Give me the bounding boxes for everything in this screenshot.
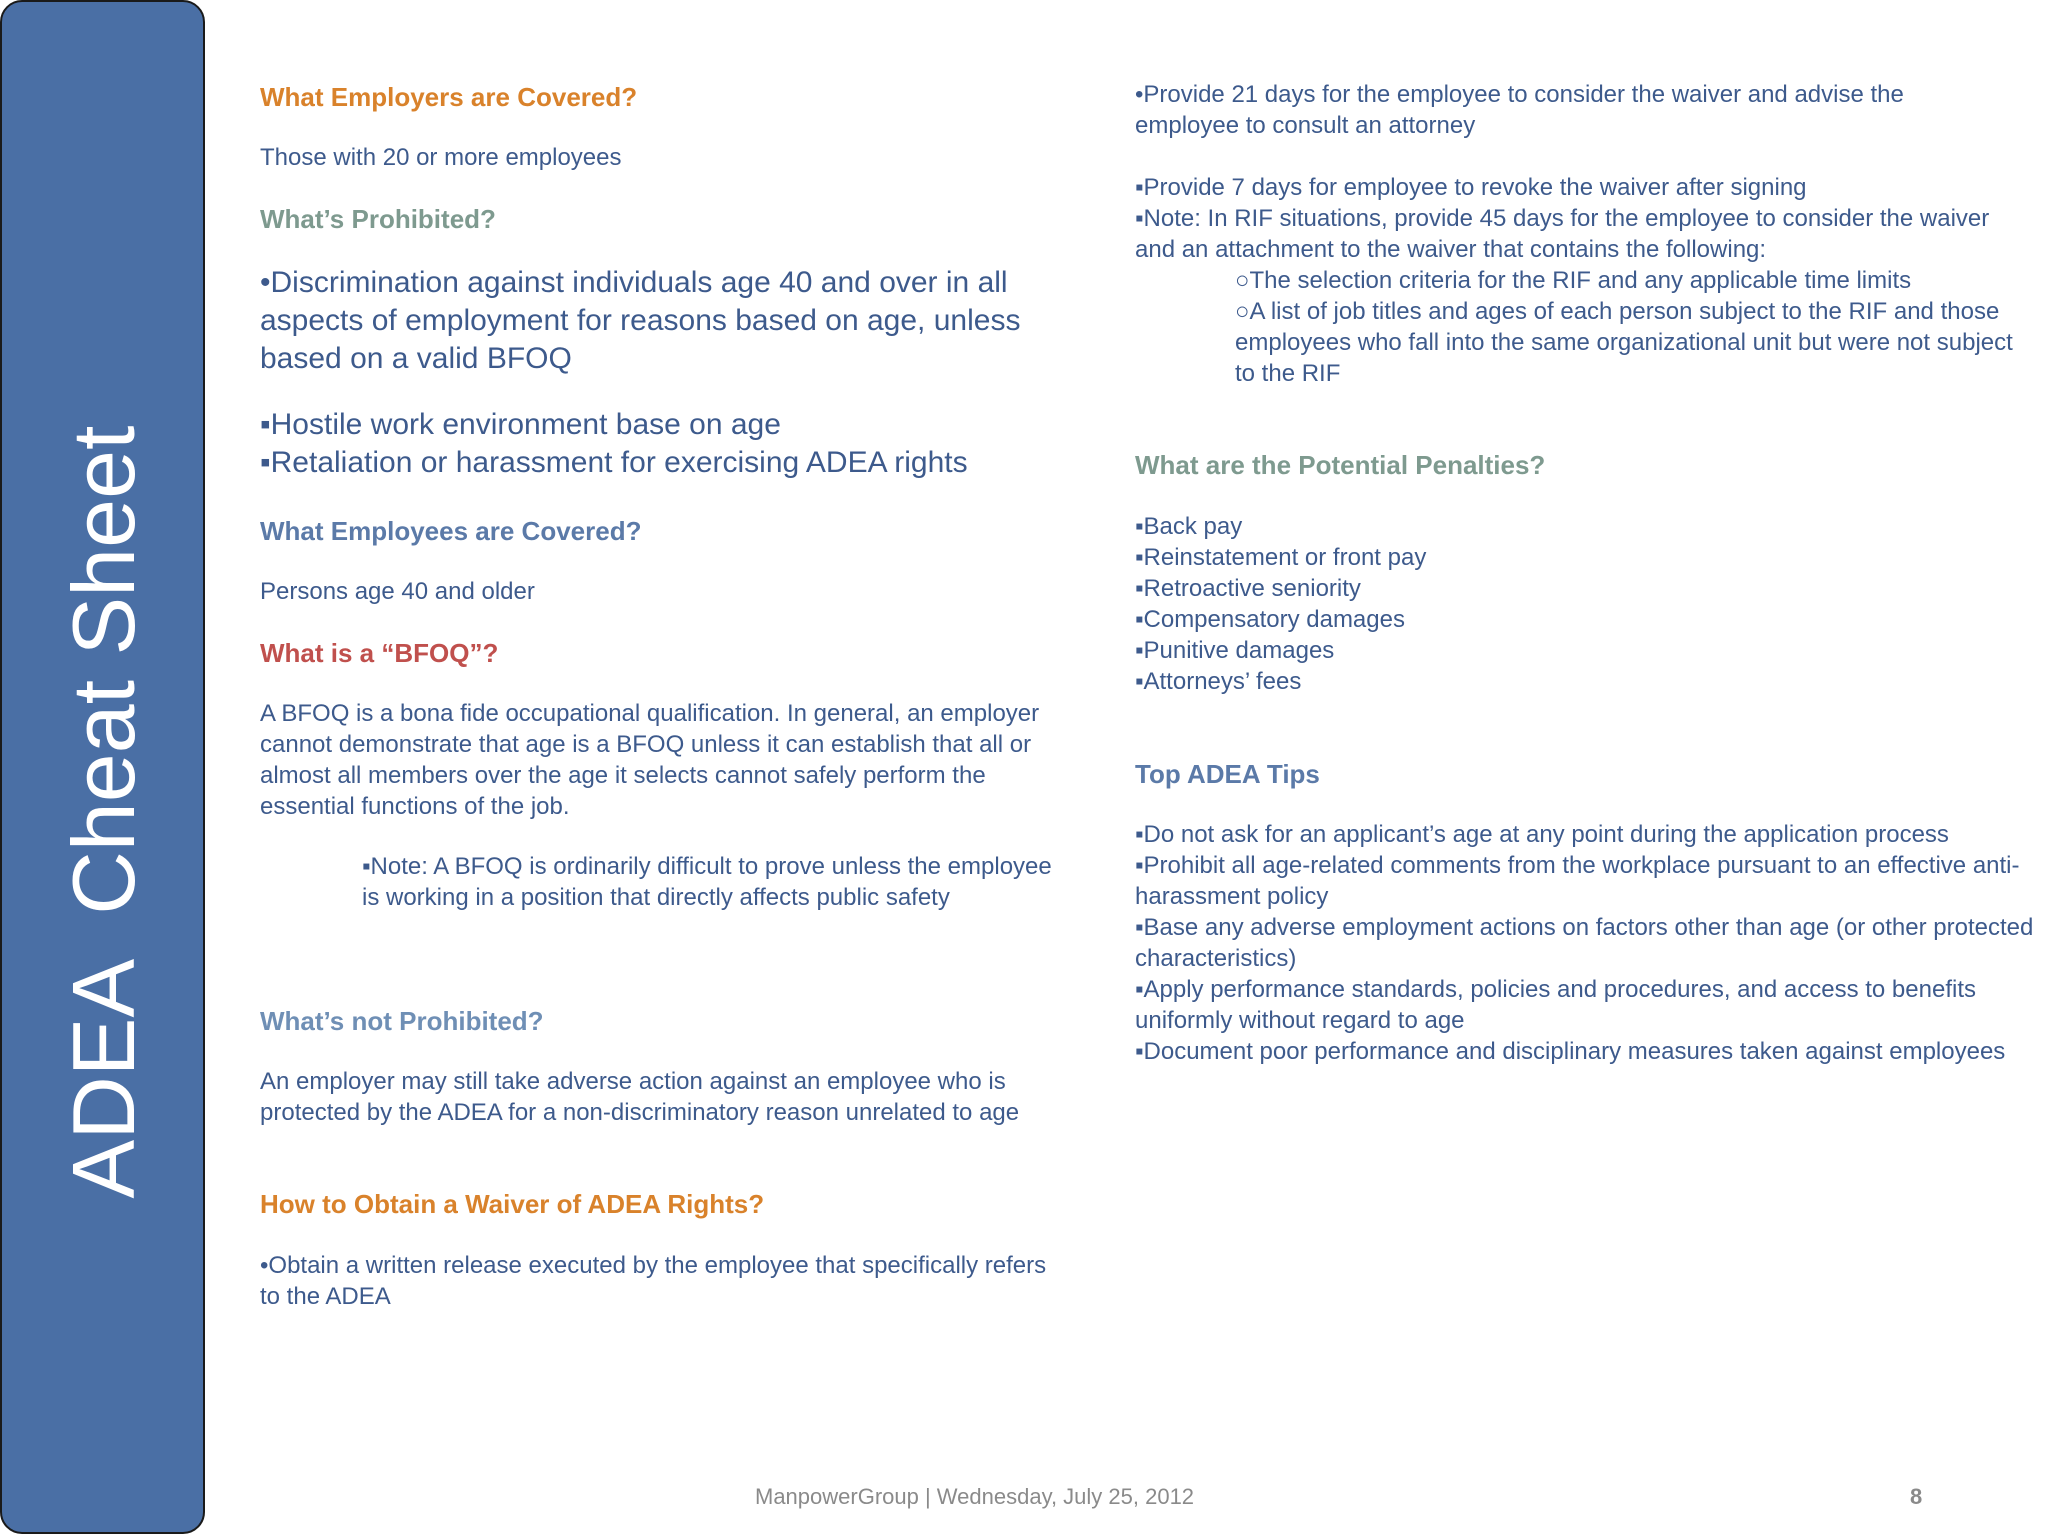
waiver-sub-job-titles: ○A list of job titles and ages of each person subject to the RIF and those employees who fall into the same organizational unit but were not subject to the RIF: [1235, 298, 2013, 387]
bfoq-note: ▪Note: A BFOQ is ordinarily difficult to prove unless the employee is working in a position that directly affects public safety: [362, 853, 1052, 911]
penalty-item: ▪Compensatory damages: [1135, 606, 1405, 633]
prohibited-bullet-hostile: ▪Hostile work environment base on age: [260, 408, 781, 441]
employers-heading: What Employers are Covered?: [260, 82, 638, 112]
sidebar-title: ADEA Cheat Sheet: [54, 425, 153, 1199]
sidebar-panel: [0, 0, 205, 1534]
penalty-item: ▪Reinstatement or front pay: [1135, 544, 1427, 571]
waiver-item-21-days: •Provide 21 days for the employee to consider the waiver and advise the employee to consult an attorney: [1135, 81, 1904, 139]
page-number: 8: [1910, 1484, 1923, 1509]
penalties-list: [1135, 511, 1426, 697]
bfoq-text: A BFOQ is a bona fide occupational qualification. In general, an employer cannot demonstrate that age is a BFOQ unless it can establish that all or almost all members over the age it selects cannot safely perform the essential functions of the job.: [260, 700, 1040, 820]
bfoq-heading: What is a “BFOQ”?: [260, 638, 499, 668]
tips-list: [1135, 819, 2035, 1067]
waiver-sub-criteria: ○The selection criteria for the RIF and any applicable time limits: [1235, 267, 1912, 294]
tip-item: ▪Document poor performance and disciplinary measures taken against employees: [1135, 1038, 2006, 1065]
penalty-item: ▪Attorneys’ fees: [1135, 668, 1302, 695]
tip-item: ▪Do not ask for an applicant’s age at any point during the application process: [1135, 821, 1949, 848]
footer-text: ManpowerGroup | Wednesday, July 25, 2012: [755, 1484, 1195, 1509]
waiver-heading: How to Obtain a Waiver of ADEA Rights?: [260, 1189, 765, 1219]
tip-item: ▪Prohibit all age-related comments from the workplace pursuant to an effective anti-harassment policy: [1135, 852, 2020, 910]
penalty-item: ▪Retroactive seniority: [1135, 575, 1361, 602]
not-prohibited-text: An employer may still take adverse action against an employee who is protected by the ADEA for a non-discriminatory reason unrelated to age: [260, 1068, 1020, 1126]
prohibited-bullet-retaliation: ▪Retaliation or harassment for exercising ADEA rights: [260, 446, 968, 479]
employees-heading: What Employees are Covered?: [260, 516, 642, 546]
prohibited-bullet-discrimination: •Discrimination against individuals age 40 and over in all aspects of employment for reasons based on age, unless based on a valid BFOQ: [260, 266, 1021, 375]
tip-item: ▪Apply performance standards, policies and procedures, and access to benefits uniformly without regard to age: [1135, 976, 1976, 1034]
penalty-item: ▪Punitive damages: [1135, 637, 1335, 664]
waiver-item-rif-note: ▪Note: In RIF situations, provide 45 days for the employee to consider the waiver and an attachment to the waiver that contains the following:: [1135, 205, 1990, 263]
tips-heading: Top ADEA Tips: [1135, 759, 1320, 789]
employees-text: Persons age 40 and older: [260, 578, 535, 605]
prohibited-heading: What’s Prohibited?: [260, 204, 496, 234]
not-prohibited-heading: What’s not Prohibited?: [260, 1006, 544, 1036]
waiver-item-7-days: ▪Provide 7 days for employee to revoke the waiver after signing: [1135, 174, 1807, 201]
tip-item: ▪Base any adverse employment actions on factors other than age (or other protected characteristics): [1135, 914, 2034, 972]
penalties-heading: What are the Potential Penalties?: [1135, 450, 1546, 480]
penalty-item: ▪Back pay: [1135, 513, 1243, 540]
waiver-text: •Obtain a written release executed by the employee that specifically refers to the ADEA: [260, 1252, 1047, 1310]
employers-text: Those with 20 or more employees: [260, 144, 622, 171]
